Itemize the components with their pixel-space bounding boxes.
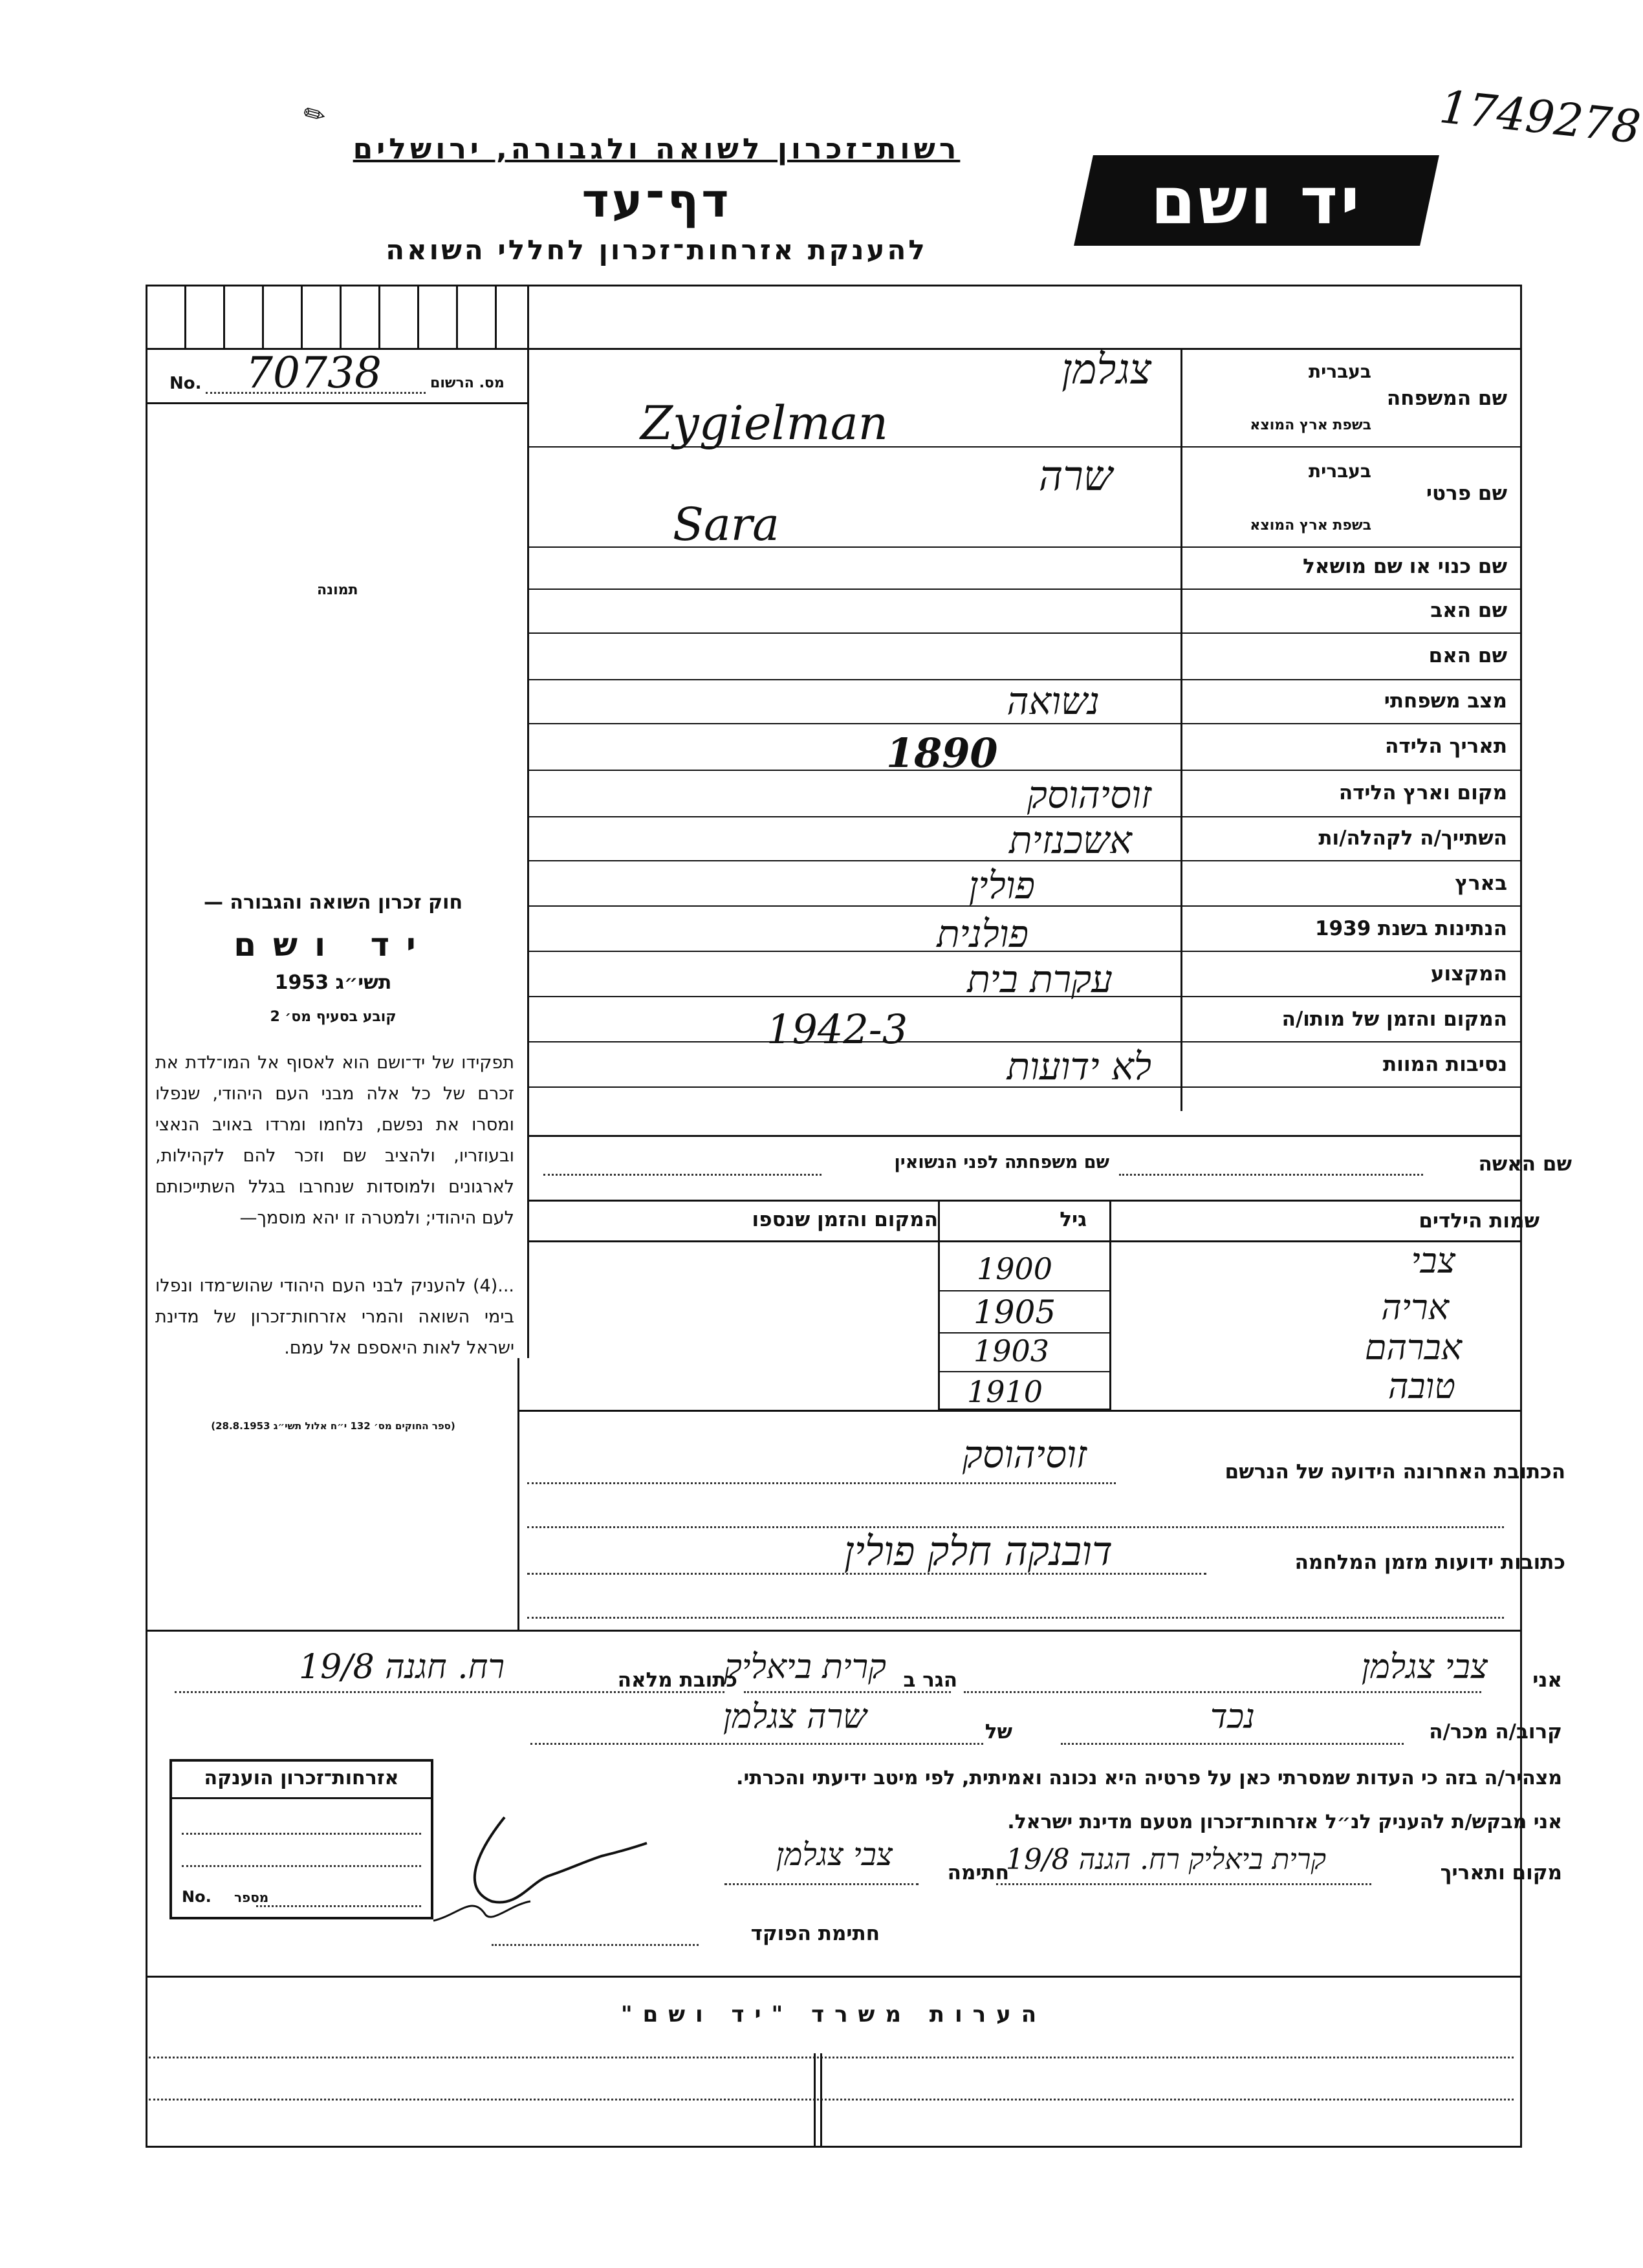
signature-label: חתימה [947, 1861, 1009, 1885]
death-circumstances-value: לא ידועות [1006, 1044, 1151, 1088]
nickname-label: שם כנוי או שם מושאל [1303, 555, 1507, 578]
archive-reference: 1749278 [1437, 80, 1643, 155]
relative-value: נכד [1210, 1698, 1255, 1736]
child-age: 1905 [974, 1293, 1056, 1331]
firstname-native-sublabel: בשפת ארץ המוצא [1250, 517, 1371, 534]
law-clause: קובע בסעיף מס׳ 2 [270, 1009, 397, 1025]
registration-no-label: No. [169, 374, 202, 393]
declarant-value: צבי צגלמן [1361, 1648, 1488, 1687]
statement-line-2: אני מבקש/ת להעניק לנ״ל אזרחות־זכרון מטעם מדינת ישראל. [1007, 1811, 1562, 1833]
child-age: 1900 [977, 1251, 1053, 1286]
firstname-hebrew-sublabel: בעברית [1308, 460, 1371, 482]
profession-label: המקצוע [1430, 962, 1507, 986]
surname-native-value: Zygielman [640, 396, 889, 450]
official-signature-label: חתימת הפוקד [750, 1922, 880, 1945]
citizenship-value: פולנית [937, 912, 1028, 956]
child-name: אריה [1381, 1287, 1449, 1328]
citizenship-granted-box [169, 1759, 433, 1919]
profession-value: עקרת בית [967, 957, 1113, 1001]
child-name: צבי [1411, 1240, 1455, 1281]
child-age: 1903 [974, 1334, 1050, 1368]
birthdate-label: תאריך הלידה [1385, 735, 1507, 758]
country-value: פולין [968, 863, 1035, 907]
firstname-native-value: Sara [673, 498, 779, 551]
law-title: חוק זכרון השואה והגבורה — [203, 891, 463, 914]
child-age: 1910 [967, 1374, 1043, 1409]
yad-vashem-logo [1074, 155, 1439, 246]
community-label: השתייך/ה לקהלה/ות [1318, 826, 1507, 850]
child-name: טובה [1387, 1366, 1455, 1407]
country-label: בארץ [1455, 872, 1507, 895]
child-name: אברהם [1364, 1327, 1462, 1368]
children-place-header: המקום והזמן שנספו [752, 1208, 938, 1231]
surname-hebrew-sublabel: בעברית [1308, 361, 1371, 382]
law-name: יד ושם [234, 926, 433, 964]
full-address-value: רח. חגנה 19/8 [298, 1648, 505, 1687]
form-title: דף־עד [582, 173, 732, 228]
maiden-name-label: שם משפחתה לפני הנשואין [894, 1152, 1109, 1172]
form-subtitle: להענקת אזרחות־זכרון לחללי השואה [386, 234, 928, 266]
logo-text: יד ושם [1151, 162, 1362, 239]
war-addresses-value: דובנקה חלק פולין [843, 1528, 1113, 1575]
full-address-label: כתובת מלאה [617, 1669, 737, 1692]
surname-hebrew-value: צגלמן [1061, 346, 1151, 394]
marital-label: מצב משפחתי [1384, 689, 1507, 713]
firstname-hebrew-value: שרה [1038, 453, 1113, 501]
registration-number: 70738 [246, 348, 382, 398]
signature-value: צבי צגלמן [776, 1837, 893, 1873]
citizenship-box-no-label: No. [182, 1888, 212, 1906]
citizenship-box-title: אזרחות־זכרון הוענקה [172, 1767, 431, 1799]
birthdate-value: 1890 [886, 729, 998, 777]
last-address-value: זוסיהוסק [962, 1432, 1087, 1476]
photo-label: תמונה [317, 582, 358, 598]
death-place-value: 1942-3 [767, 1006, 908, 1053]
resident-label: הגר ב [903, 1669, 957, 1692]
surname-native-sublabel: בשפת ארץ המוצא [1250, 417, 1371, 433]
birthplace-label: מקום וארץ הלידה [1338, 781, 1507, 805]
citizenship-label: הנתינות בשנת 1939 [1314, 917, 1507, 940]
death-circumstances-label: נסיבות המוות [1383, 1053, 1507, 1076]
community-value: אשכנזית [1009, 818, 1132, 862]
children-names-header: שמות הילדים [1419, 1209, 1540, 1233]
statement-line-1: מצהיר/ה בזה כי העדות שמסרתי כאן על פרטיה היא נכונה ואמיתית, לפי מיטב ידיעתי והכרתי. [736, 1767, 1562, 1789]
law-text-clause4: ...(4) להעניק לבני העם היהודי שהוש־מדו ונפלו בימי השואה והמרי אזרחות־זכרון של מדינת ישראל לאות היאספם אל עמם. [155, 1276, 514, 1358]
law-reference: (ספר החוקים מס׳ 132 י״ח אלול תשי״ג 28.8.1953) [211, 1420, 455, 1432]
pen-mark-icon: ✎ [298, 96, 332, 134]
marital-value: נשואה [1006, 679, 1100, 723]
relative-label: קרוב/ה מכר/ה [1429, 1720, 1562, 1744]
law-year: תשי״ג 1953 [274, 971, 392, 994]
registration-label: מס. הרשום [430, 375, 505, 391]
surname-label: שם המשפחה [1386, 387, 1507, 410]
last-address-label: הכתובת האחרונה הידועה של הנרשם [1224, 1460, 1565, 1484]
father-label: שם האב [1430, 599, 1507, 622]
authority-name: רשות־זכרון לשואה ולגבורה, ירושלים [353, 133, 961, 166]
place-date-label: מקום ותאריך [1440, 1861, 1562, 1885]
of-label: של [985, 1720, 1012, 1744]
birthplace-value: זוסיהוסק [1027, 773, 1151, 817]
declarant-label: אני [1532, 1669, 1562, 1692]
mother-label: שם האם [1428, 644, 1507, 667]
of-value: שרה צגלמן [723, 1698, 867, 1736]
office-notes-label: הערות משרד "יד ושם" [620, 2002, 1047, 2027]
firstname-label: שם פרטי [1426, 482, 1507, 505]
place-date-value: קרית ביאליק רח. הגנה 19/8 [1005, 1843, 1326, 1876]
death-place-label: המקום והזמן של מותו/ה [1281, 1008, 1507, 1031]
office-code-grid [146, 285, 527, 348]
law-text-purpose: תפקידו של יד־ושם הוא לאסוף אל המו־לדת את זכרם של כל אלה מבני העם היהודי, שנפלו ומסרו את נפשם, נלחמו ומרדו באויב הנאצי ובעוזריו, ולהציב שם וזכר להם לקהילות, לארגונים ולמוסדות שנחרבו בגלל השתייכותם לעם היהודי; ולמטרה זו יהא מוסמך— [155, 1053, 514, 1228]
resident-value: קרית ביאליק [724, 1648, 886, 1687]
signature-scribble-icon [420, 1791, 660, 1940]
wife-label: שם האשה [1478, 1152, 1572, 1176]
war-addresses-label: כתובות ידועות מזמן המלחמה [1294, 1551, 1565, 1574]
children-age-header: גיל [1060, 1208, 1087, 1231]
citizenship-box-number-label: מספר [234, 1890, 269, 1905]
